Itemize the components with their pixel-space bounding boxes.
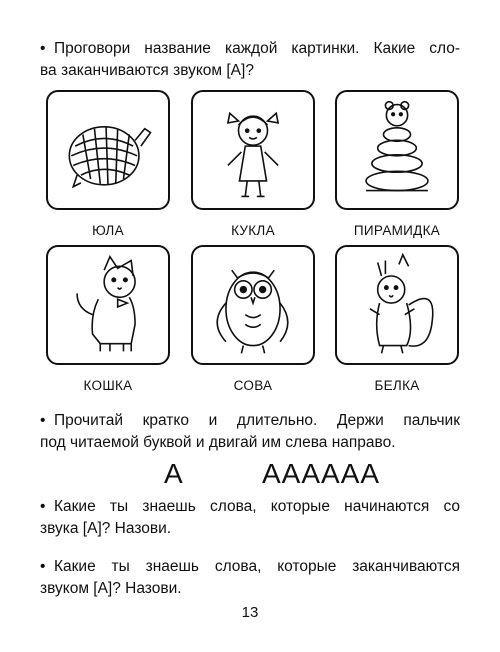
long-letters: АААААА bbox=[262, 458, 381, 489]
picture-caption: КОШКА bbox=[83, 378, 133, 393]
task-3-text bbox=[40, 496, 460, 540]
task-1-line-1: Проговори название каждой картинки. Какие сло- bbox=[54, 40, 460, 57]
squirrel-icon bbox=[337, 247, 457, 363]
picture-card-top bbox=[46, 90, 170, 210]
kitten-icon bbox=[48, 247, 168, 363]
task-2-text bbox=[40, 410, 460, 454]
task-3-line-1: Какие ты знаешь слова, которые начинаются со bbox=[54, 498, 460, 515]
task-1-text bbox=[40, 38, 460, 82]
picture-caption: СОВА bbox=[233, 378, 273, 393]
picture-card-bottom bbox=[191, 245, 315, 365]
picture-card-bottom bbox=[46, 245, 170, 365]
task-4-line-2: звуком [А]? Назови. bbox=[40, 580, 182, 597]
picture-card-top bbox=[335, 90, 459, 210]
task-2-line-1: Прочитай кратко и длительно. Держи пальчик bbox=[54, 412, 460, 429]
task-4-line-1: Какие ты знаешь слова, которые заканчиваются bbox=[54, 558, 460, 575]
doll-icon bbox=[193, 92, 313, 208]
bullet: • bbox=[40, 40, 46, 57]
picture-caption: БЕЛКА bbox=[374, 378, 420, 393]
task-3-line-2: звука [А]? Назови. bbox=[40, 520, 172, 537]
spinning-top-icon bbox=[48, 92, 168, 208]
picture-caption: КУКЛА bbox=[231, 223, 275, 238]
page-number: 13 bbox=[241, 604, 259, 621]
pyramid-toy-icon bbox=[337, 92, 457, 208]
bullet: • bbox=[40, 498, 46, 515]
picture-caption: ПИРАМИДКА bbox=[353, 223, 441, 238]
task-4-text bbox=[40, 556, 460, 600]
task-2-line-2: под читаемой буквой и двигай им слева направо. bbox=[40, 434, 396, 451]
bullet: • bbox=[40, 412, 46, 429]
owl-icon bbox=[193, 247, 313, 363]
task-1-line-2: ва заканчиваются звуком [А]? bbox=[40, 62, 254, 79]
short-letter: А bbox=[164, 458, 184, 489]
picture-card-bottom bbox=[335, 245, 459, 365]
bullet: • bbox=[40, 558, 46, 575]
picture-card-top bbox=[191, 90, 315, 210]
picture-caption: ЮЛА bbox=[92, 223, 124, 238]
